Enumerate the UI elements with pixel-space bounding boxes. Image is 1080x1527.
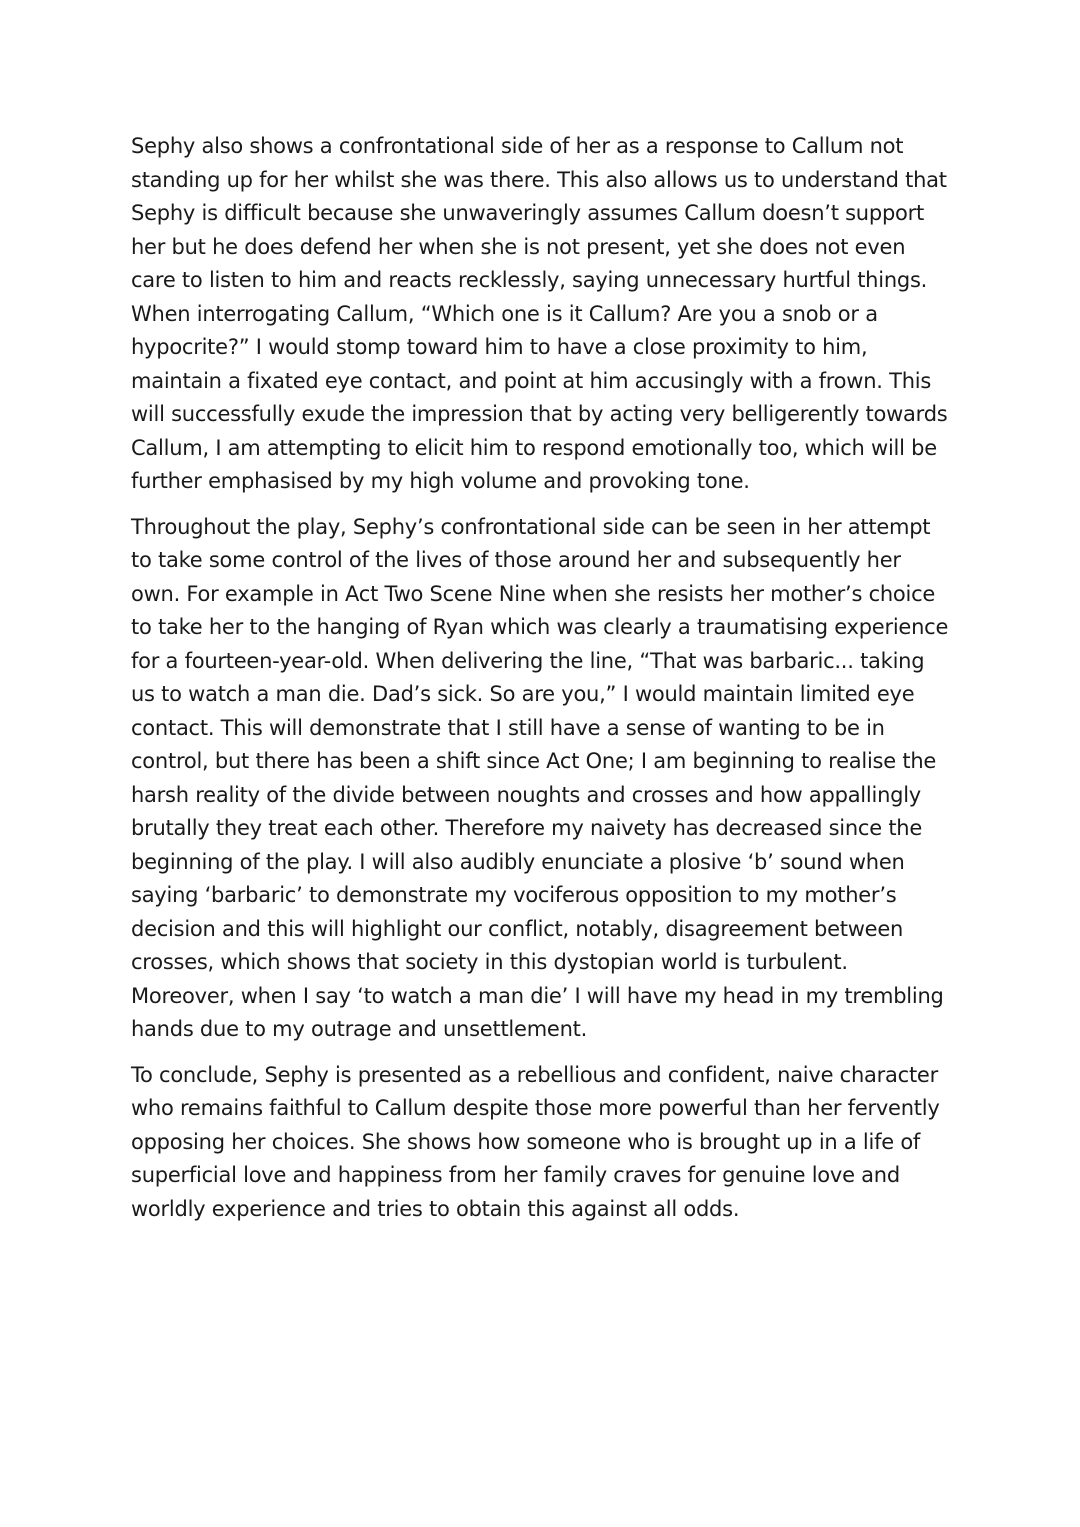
paragraph-throughout-the-play [131, 511, 956, 1047]
text-line: To conclude, Sephy is presented as a rebellious and confident, naive character [131, 1062, 938, 1087]
text-line: brutally they treat each other. Therefore my naivety has decreased since the [131, 816, 923, 840]
text-line: beginning of the play. I will also audibly enunciate a plosive ‘b’ sound when [131, 849, 905, 874]
paragraph-sephy-confrontation [131, 130, 956, 499]
text-line: worldly experience and tries to obtain this against all odds. [131, 1196, 740, 1221]
text-line: Callum, I am attempting to elicit him to respond emotionally too, which will be [131, 435, 937, 460]
text-line: own. For example in Act Two Scene Nine when she resists her mother’s choice [131, 581, 936, 606]
text-line: who remains faithful to Callum despite those more powerful than her fervently [131, 1096, 940, 1120]
text-line: hands due to my outrage and unsettlement. [131, 1017, 588, 1041]
text-line: care to listen to him and reacts recklessly, saying unnecessary hurtful things. [131, 268, 928, 292]
text-line: superficial love and happiness from her family craves for genuine love and [131, 1163, 900, 1187]
text-line: harsh reality of the divide between noughts and crosses and how appallingly [131, 782, 921, 807]
text-line: Throughout the play, Sephy’s confrontational side can be seen in her attempt [131, 514, 931, 539]
text-line: saying ‘barbaric’ to demonstrate my vociferous opposition to my mother’s [131, 883, 897, 907]
text-line: decision and this will highlight our conflict, notably, disagreement between [131, 916, 904, 941]
text-line: will successfully exude the impression that by acting very belligerently towards [131, 402, 948, 426]
text-line: hypocrite?” I would stomp toward him to have a close proximity to him, [131, 335, 868, 359]
text-line: contact. This will demonstrate that I still have a sense of wanting to be in [131, 715, 885, 740]
text-line: for a fourteen-year-old. When delivering the line, “That was barbaric... taking [131, 648, 925, 673]
text-line: further emphasised by my high volume and provoking tone. [131, 469, 750, 493]
paragraph-conclusion [131, 1059, 956, 1227]
text-line: us to watch a man die. Dad’s sick. So are you,” I would maintain limited eye [131, 682, 915, 706]
text-line: Moreover, when I say ‘to watch a man die’ I will have my head in my trembling [131, 983, 944, 1008]
text-line: to take her to the hanging of Ryan which was clearly a traumatising experience [131, 615, 949, 639]
text-line: Sephy also shows a confrontational side of her as a response to Callum not [131, 134, 904, 158]
text-line: her but he does defend her when she is not present, yet she does not even [131, 234, 906, 259]
text-line: When interrogating Callum, “Which one is it Callum? Are you a snob or a [131, 301, 878, 326]
text-line: standing up for her whilst she was there. This also allows us to understand that [131, 167, 947, 192]
text-line: crosses, which shows that society in this dystopian world is turbulent. [131, 950, 848, 974]
text-line: maintain a fixated eye contact, and point at him accusingly with a frown. This [131, 368, 932, 393]
document-body [131, 130, 956, 1238]
text-line: control, but there has been a shift since Act One; I am beginning to realise the [131, 749, 937, 773]
text-line: opposing her choices. She shows how someone who is brought up in a life of [131, 1129, 921, 1154]
text-line: to take some control of the lives of those around her and subsequently her [131, 548, 901, 572]
text-line: Sephy is difficult because she unwaveringly assumes Callum doesn’t support [131, 201, 924, 225]
